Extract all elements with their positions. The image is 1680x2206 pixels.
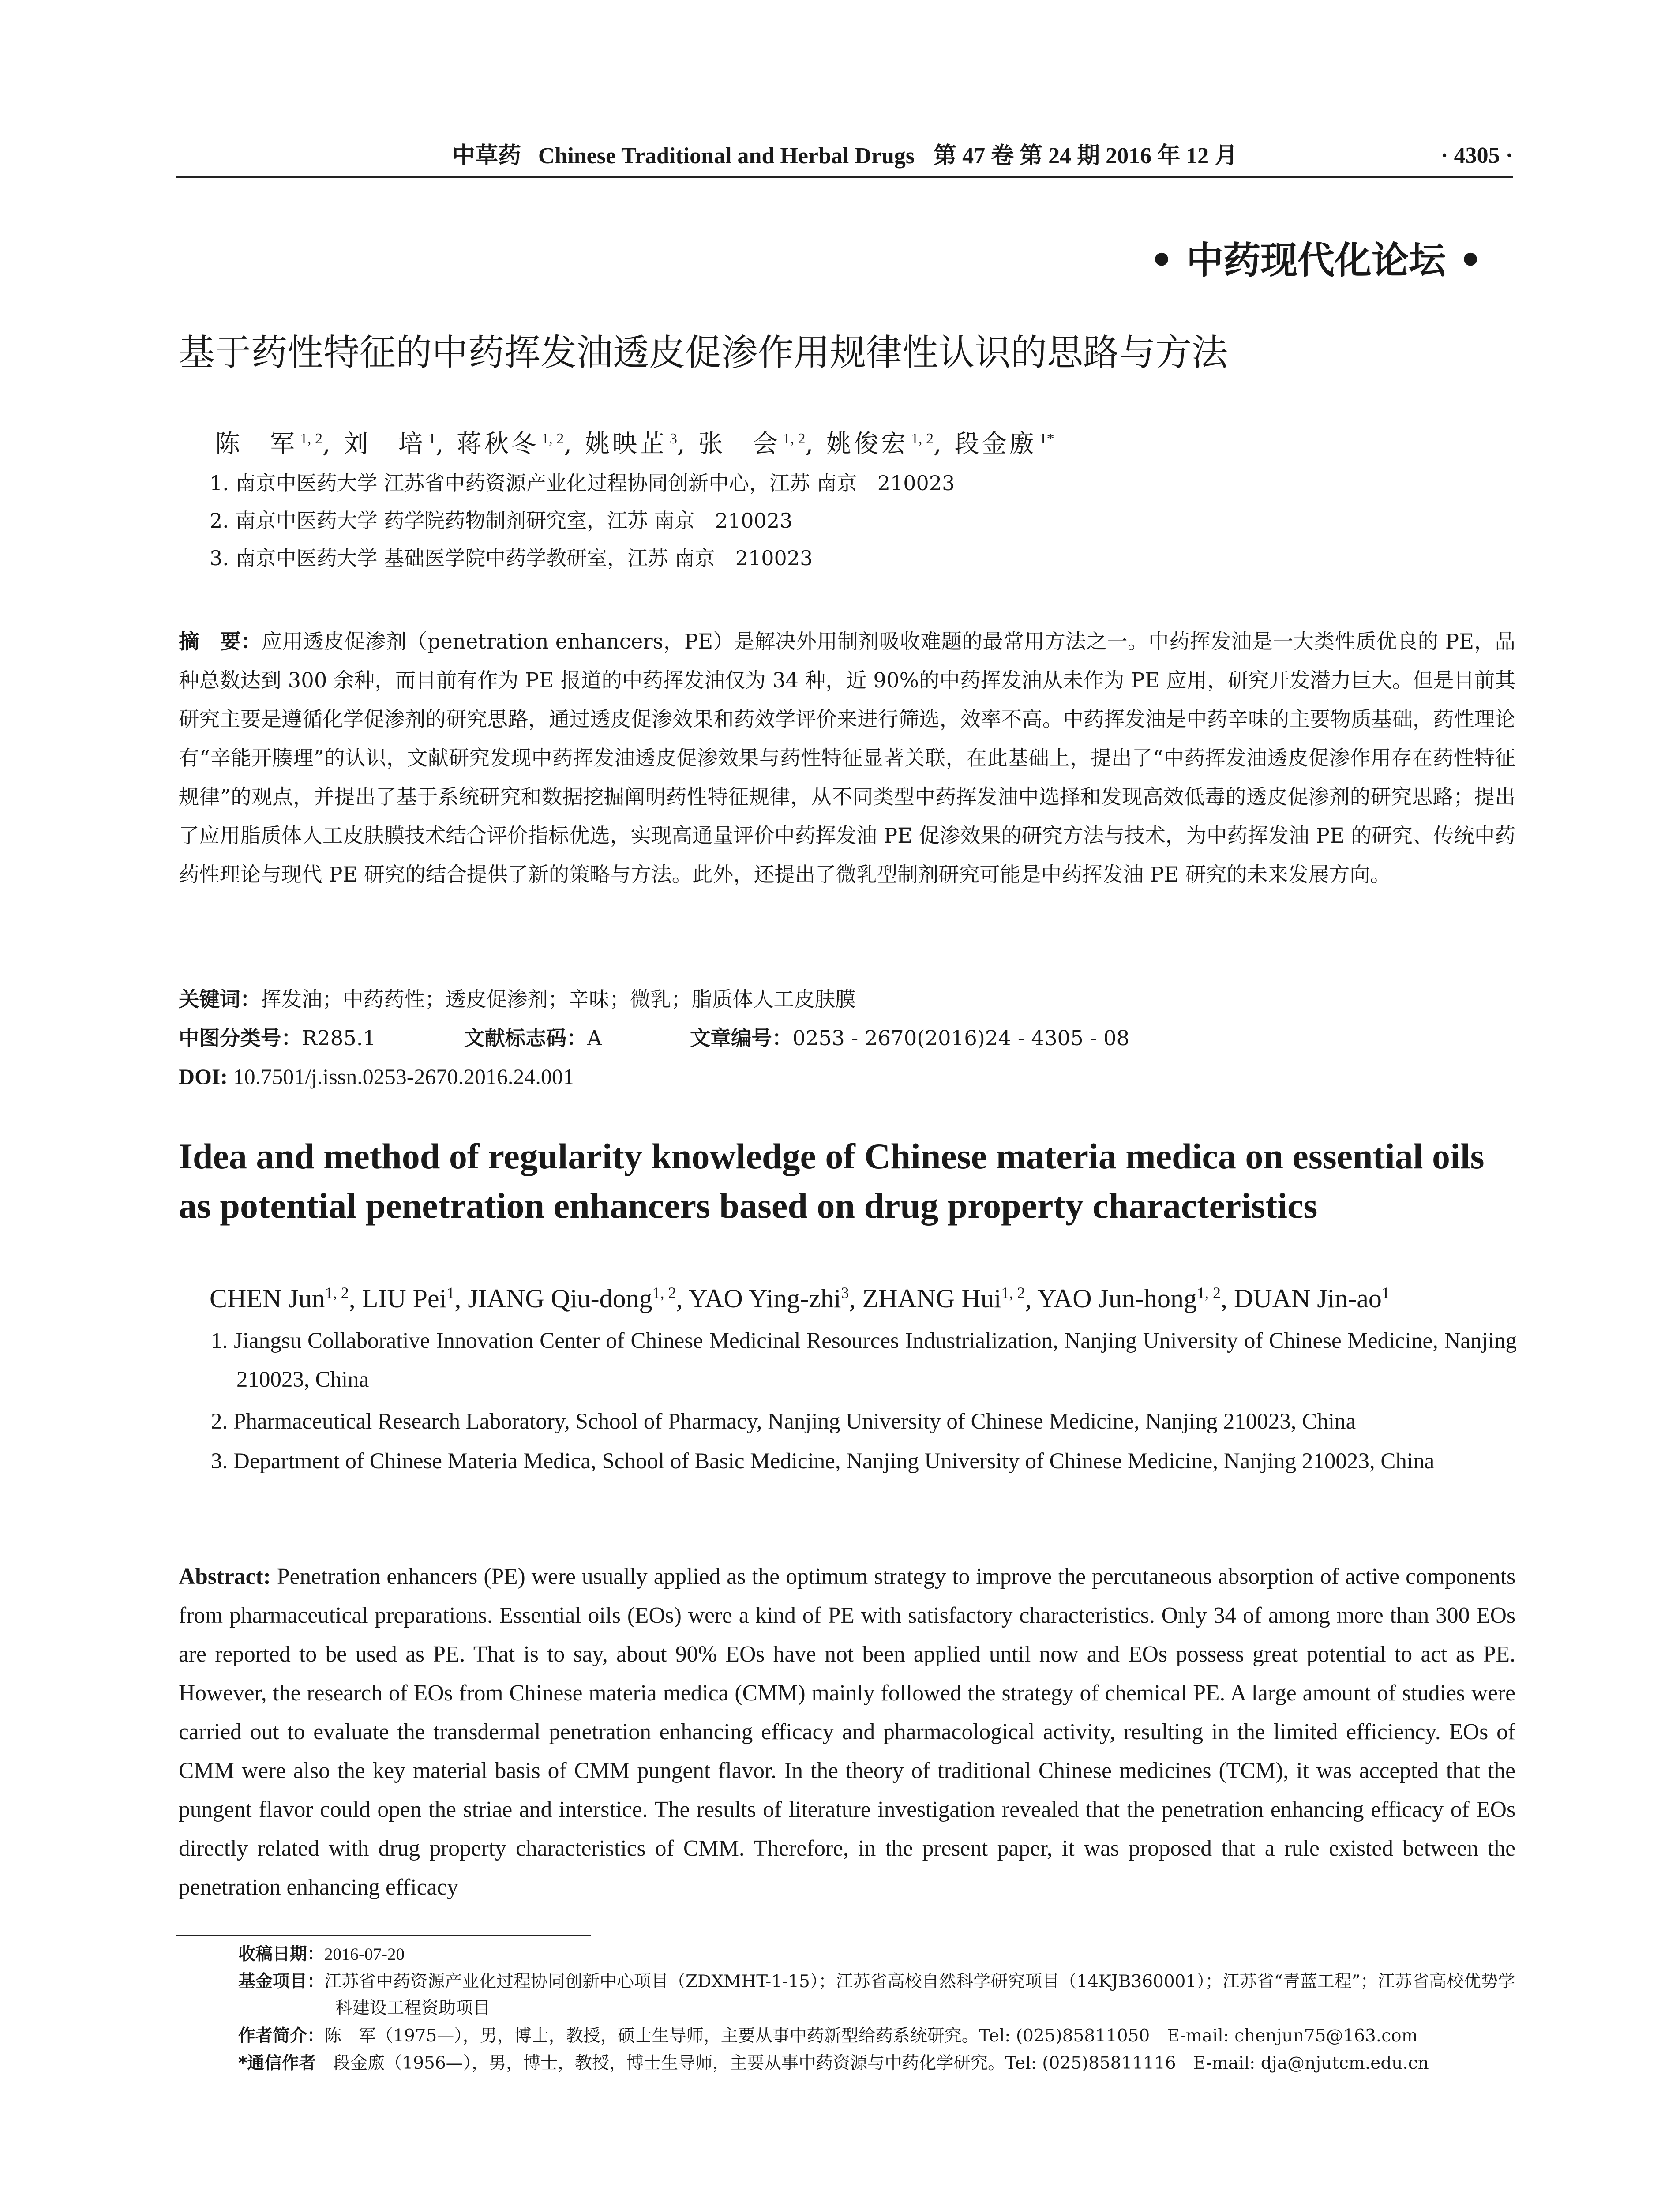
- doi-line: [179, 1061, 1515, 1092]
- title-cn: 基于药性特征的中药挥发油透皮促渗作用规律性认识的思路与方法: [179, 332, 1228, 374]
- abstract-en-label: Abstract:: [179, 1564, 271, 1589]
- title-en: Idea and method of regularity knowledge of Chinese materia medica on essential oils as potential penetration enhancers based on drug property characteristics: [179, 1136, 1485, 1226]
- author-en: YAO Jun-hong$^{1, 2}$: [1037, 1284, 1221, 1313]
- author-cn: 姚映芷 $^3$: [585, 429, 677, 458]
- abstract-cn-text: 应用透皮促渗剂（penetration enhancers，PE）是解决外用制剂吸收难题的最常用方法之一。中药挥发油是一大类性质优良的 PE，品种总数达到 300 余种，而目前有作为 PE 报道的中药挥发油仅为 34 种，近 90%的中药挥发油从未作为 PE 应用，研究开发潜力巨大。但是目前其研究主要是遵循化学促渗剂的研究思路，通过透皮促渗效果和药效学评价来进行筛选，效率不高。中药挥发油是中药辛味的主要物质基础，药性理论有“辛能开腠理”的认识，文献研究发现中药挥发油透皮促渗效果与药性特征显著关联，在此基础上，提出了“中药挥发油透皮促渗作用存在药性特征规律”的观点，并提出了基于系统研究和数据挖掘阐明药性特征规律，从不同类型中药挥发油中选择和发现高效低毒的透皮促渗剂的研究思路；提出了应用脂质体人工皮肤膜技术结合评价指标优选，实现高通量评价中药挥发油 PE 促渗效果的研究方法与技术，为中药挥发油 PE 的研究、传统中药药性理论与现代 PE 研究的结合提供了新的策略与方法。此外，还提出了微乳型制剂研究可能是中药挥发油 PE 研究的未来发展方向。: [179, 630, 1516, 886]
- abstract-en: [179, 1557, 1515, 1907]
- classification-line: [179, 1023, 1515, 1054]
- article-no-value: 0253 - 2670(2016)24 - 4305 - 08: [792, 1026, 1130, 1050]
- footnote-divider: [176, 1935, 591, 1936]
- keywords-cn: [179, 984, 1515, 1015]
- keywords-text: 挥发油；中药药性；透皮促渗剂；辛味；微乳；脂质体人工皮肤膜: [261, 987, 856, 1011]
- affiliation-cn-2: 2. 南京中医药大学 药学院药物制剂研究室，江苏 南京 210023: [210, 509, 793, 533]
- author-cn: 张 会 $^{1, 2}$: [698, 429, 806, 458]
- journal-name-cn: 中草药: [452, 142, 521, 169]
- author-en: ZHANG Hui$^{1, 2}$: [862, 1284, 1025, 1313]
- doc-code-label: 文献标志码：: [464, 1026, 587, 1050]
- footnote-received: 收稿日期：2016-07-20: [238, 1944, 405, 1964]
- author-en: JIANG Qiu-dong$^{1, 2}$: [468, 1284, 676, 1313]
- affiliation-cn-3: 3. 南京中医药大学 基础医学院中药学教研室，江苏 南京 210023: [210, 546, 813, 570]
- author-en: LIU Pei$^1$: [362, 1284, 455, 1313]
- affiliation-cn-1: 1. 南京中医药大学 江苏省中药资源产业化过程协同创新中心，江苏 南京 210023: [210, 471, 955, 495]
- doc-code-value: A: [587, 1026, 602, 1050]
- doi-label: DOI:: [179, 1064, 228, 1089]
- author-cn: 刘 培 $^1$: [343, 429, 436, 458]
- journal-name-en: Chinese Traditional and Herbal Drugs: [538, 143, 915, 169]
- keywords-label: 关键词：: [179, 987, 261, 1011]
- abstract-cn-label: 摘 要：: [179, 630, 262, 653]
- author-cn: 蒋秋冬 $^{1, 2}$: [457, 429, 564, 458]
- article-no-label: 文章编号：: [690, 1026, 793, 1050]
- author-en: DUAN Jin-$ao^1$: [1234, 1284, 1390, 1313]
- page-number: · 4305 ·: [1440, 143, 1513, 168]
- header-divider: [176, 176, 1513, 178]
- affiliation-en-2: 2. Pharmaceutical Research Laboratory, School of Pharmacy, Nanjing University of Chinese Medicine, Nanjing 210023, China: [211, 1409, 1356, 1434]
- authors-cn: 陈 军 $^{1, 2}$, 刘 培 $^1$, 蒋秋冬 $^{1, 2}$, 姚映芷 $^3$, 张 会 $^{1, 2}$, 姚俊宏 $^{1, 2}$, 段金廒 $^{1*}$: [215, 429, 1054, 458]
- footnote-corresponding: *通信作者 段金廒（1956—），男，博士，教授，博士生导师，主要从事中药资源与中药化学研究。Tel: (025)85811116 E-mail: dja@njutcm.edu.cn: [238, 2053, 1429, 2073]
- column-tag: • 中药现代化论坛 •: [1150, 238, 1482, 282]
- footnote-author-bio: 作者简介：陈 军（1975—），男，博士，教授，硕士生导师，主要从事中药新型给药系统研究。Tel: (025)85811050 E-mail: chenjun75@163.com: [238, 2026, 1418, 2046]
- abstract-en-text: Penetration enhancers (PE) were usually applied as the optimum strategy to improve the percutaneous absorption of active components from pharmaceutical preparations. Essential oils (EOs) were a kind of PE with satisfactory characteristics. Only 34 of among more than 300 EOs are reported to be used as PE. That is to say, about 90% EOs have not been applied until now and EOs possess great potential to act as PE. However, the research of EOs from Chinese materia medica (CMM) mainly followed the strategy of chemical PE. A large amount of studies were carried out to evaluate the transdermal penetration enhancing efficacy and pharmacological activity, resulting in the limited efficiency. EOs of CMM were also the key material basis of CMM pungent flavor. In the theory of traditional Chinese medicines (TCM), it was accepted that the pungent flavor could open the striae and interstice. The results of literature investigation revealed that the penetration enhancing efficacy of EOs directly related with drug property characteristics of CMM. Therefore, in the present paper, it was proposed that a rule existed between the penetration enhancing efficacy: [179, 1564, 1515, 1900]
- footnote-funding: 基金项目：江苏省中药资源产业化过程协同创新中心项目（ZDXMHT-1-15）；江苏省高校自然科学研究项目（14KJB360001）；江苏省“青蓝工程”；江苏省高校优势学科建设工程资助项目: [238, 1972, 1515, 2018]
- author-en: YAO Ying-zhi$^3$: [688, 1284, 849, 1313]
- author-cn: 姚俊宏 $^{1, 2}$: [826, 429, 934, 458]
- author-en: CHEN Jun$^{1, 2}$: [210, 1284, 349, 1313]
- issue-info: 第 47 卷 第 24 期 2016 年 12 月: [934, 143, 1238, 169]
- authors-en: CHEN Jun$^{1, 2}$, LIU Pei$^1$, JIANG Qiu-dong$^{1, 2}$, YAO Ying-zhi$^3$, ZHANG Hui$^{1, 2}$, YAO Jun-hong$^{1, 2}$, DUAN Jin-$ao^1$: [210, 1284, 1390, 1313]
- journal-line: [176, 140, 1513, 172]
- affiliation-en-3: 3. Department of Chinese Materia Medica, School of Basic Medicine, Nanjing University of Chinese Medicine, Nanjing 210023, China: [211, 1449, 1435, 1474]
- clc-label: 中图分类号：: [179, 1026, 302, 1050]
- author-cn: 段金廒 $^{1*}$: [954, 429, 1054, 458]
- abstract-cn: [179, 622, 1515, 894]
- author-cn: 陈 军 $^{1, 2}$: [215, 429, 322, 458]
- affiliation-en-1: 1. Jiangsu Collaborative Innovation Center of Chinese Medicinal Resources Industrialization, Nanjing University of Chinese Medicine, Nanjing 210023, China: [211, 1328, 1517, 1392]
- running-header: [176, 140, 1513, 176]
- doi-link[interactable]: 10.7501/j.issn.0253-2670.2016.24.001: [233, 1064, 574, 1089]
- clc-value: R285.1: [302, 1026, 376, 1050]
